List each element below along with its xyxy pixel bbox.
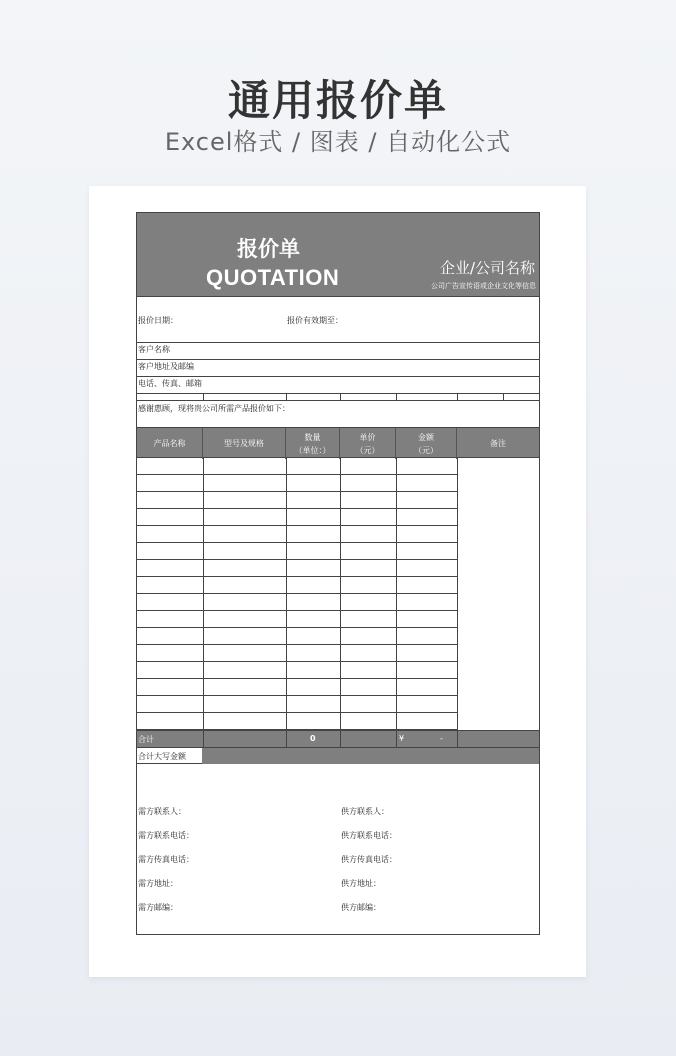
table-row[interactable] bbox=[137, 645, 457, 662]
table-row[interactable] bbox=[137, 628, 457, 645]
cell-divider bbox=[286, 393, 287, 400]
column-header bbox=[137, 428, 203, 459]
column-header bbox=[457, 428, 539, 459]
intro-text: 感谢惠顾，现将贵公司所需产品报价如下： bbox=[138, 404, 290, 413]
table-row[interactable] bbox=[137, 696, 457, 713]
cell-divider bbox=[396, 731, 397, 747]
column-header bbox=[340, 428, 396, 459]
column-divider bbox=[286, 458, 287, 730]
column-header-label: 数量 bbox=[304, 432, 321, 442]
cell-divider bbox=[203, 393, 204, 400]
total-amount: - bbox=[440, 734, 443, 743]
divider bbox=[137, 393, 539, 394]
cell-divider bbox=[503, 393, 504, 400]
cell-divider bbox=[203, 731, 204, 747]
table-row[interactable] bbox=[137, 577, 457, 594]
table-row[interactable] bbox=[137, 458, 457, 475]
column-header-unit: （元） bbox=[355, 445, 380, 455]
currency-symbol: ¥ bbox=[399, 734, 405, 743]
banner-title-cn: 报价单 bbox=[237, 237, 300, 261]
total-quantity: 0 bbox=[310, 734, 316, 743]
table-row[interactable] bbox=[137, 594, 457, 611]
column-header-label: 备注 bbox=[490, 439, 506, 448]
table-row[interactable] bbox=[137, 611, 457, 628]
cell-divider bbox=[286, 731, 287, 747]
page-subtitle: Excel格式 / 图表 / 自动化公式 bbox=[164, 128, 512, 156]
table-row[interactable] bbox=[137, 560, 457, 577]
banner-title-en: QUOTATION bbox=[206, 265, 340, 290]
column-header-label: 金额 bbox=[418, 432, 434, 442]
page-title: 通用报价单 bbox=[227, 76, 448, 125]
supplier-address-label: 供方地址： bbox=[341, 879, 381, 888]
column-divider bbox=[340, 458, 341, 730]
buyer-phone-label: 需方联系电话： bbox=[138, 831, 194, 840]
customer-name-label: 客户名称 bbox=[138, 345, 170, 354]
column-divider bbox=[396, 458, 397, 730]
cell-divider bbox=[340, 731, 341, 747]
company-slogan: 公司广告宣传语或企业文化等信息 bbox=[431, 282, 536, 290]
amount-in-words-row bbox=[137, 747, 539, 764]
total-label: 合计 bbox=[138, 735, 154, 744]
page-header bbox=[0, 0, 676, 180]
column-header-unit: （元） bbox=[414, 445, 438, 455]
cell-divider bbox=[457, 393, 458, 400]
divider bbox=[137, 376, 539, 377]
column-divider bbox=[203, 458, 204, 730]
valid-until-label: 报价有效期至： bbox=[287, 316, 343, 325]
amount-in-words-label: 合计大写金额 bbox=[138, 752, 186, 761]
buyer-fax-label: 需方传真电话： bbox=[138, 855, 194, 864]
buyer-address-label: 需方地址： bbox=[138, 879, 178, 888]
quote-date-label: 报价日期： bbox=[138, 316, 178, 325]
supplier-zip-label: 供方邮编： bbox=[341, 903, 381, 912]
company-name: 企业/公司名称 bbox=[439, 259, 535, 277]
table-row[interactable] bbox=[137, 662, 457, 679]
table-row[interactable] bbox=[137, 475, 457, 492]
column-header bbox=[203, 428, 286, 459]
table-row[interactable] bbox=[137, 492, 457, 509]
table-row[interactable] bbox=[137, 509, 457, 526]
column-header bbox=[286, 428, 340, 459]
divider bbox=[137, 359, 539, 360]
cell-divider bbox=[396, 393, 397, 400]
column-header bbox=[396, 428, 457, 459]
table-row[interactable] bbox=[137, 526, 457, 543]
column-header-label: 单价 bbox=[359, 432, 376, 442]
contact-label: 电话、传真、邮箱 bbox=[138, 379, 202, 388]
column-divider bbox=[457, 458, 458, 730]
customer-address-label: 客户地址及邮编 bbox=[138, 362, 194, 371]
buyer-contact-label: 需方联系人： bbox=[138, 807, 186, 816]
divider bbox=[137, 342, 539, 343]
cell-divider bbox=[340, 393, 341, 400]
table-row[interactable] bbox=[137, 713, 457, 730]
supplier-phone-label: 供方联系电话： bbox=[341, 831, 397, 840]
column-header-label: 产品名称 bbox=[153, 439, 186, 448]
supplier-contact-label: 供方联系人： bbox=[341, 807, 389, 816]
column-header-label: 型号及规格 bbox=[224, 439, 264, 448]
quotation-banner bbox=[137, 213, 539, 297]
total-row bbox=[137, 730, 539, 747]
table-row[interactable] bbox=[137, 679, 457, 696]
table-row[interactable] bbox=[137, 543, 457, 560]
buyer-zip-label: 需方邮编： bbox=[138, 903, 178, 912]
cell-divider bbox=[457, 731, 458, 747]
divider bbox=[137, 400, 539, 401]
supplier-fax-label: 供方传真电话： bbox=[341, 855, 397, 864]
column-header-unit: （单位：） bbox=[294, 445, 331, 455]
table-header bbox=[137, 427, 539, 458]
amount-in-words-field[interactable] bbox=[202, 748, 539, 764]
quotation-sheet bbox=[136, 212, 540, 935]
